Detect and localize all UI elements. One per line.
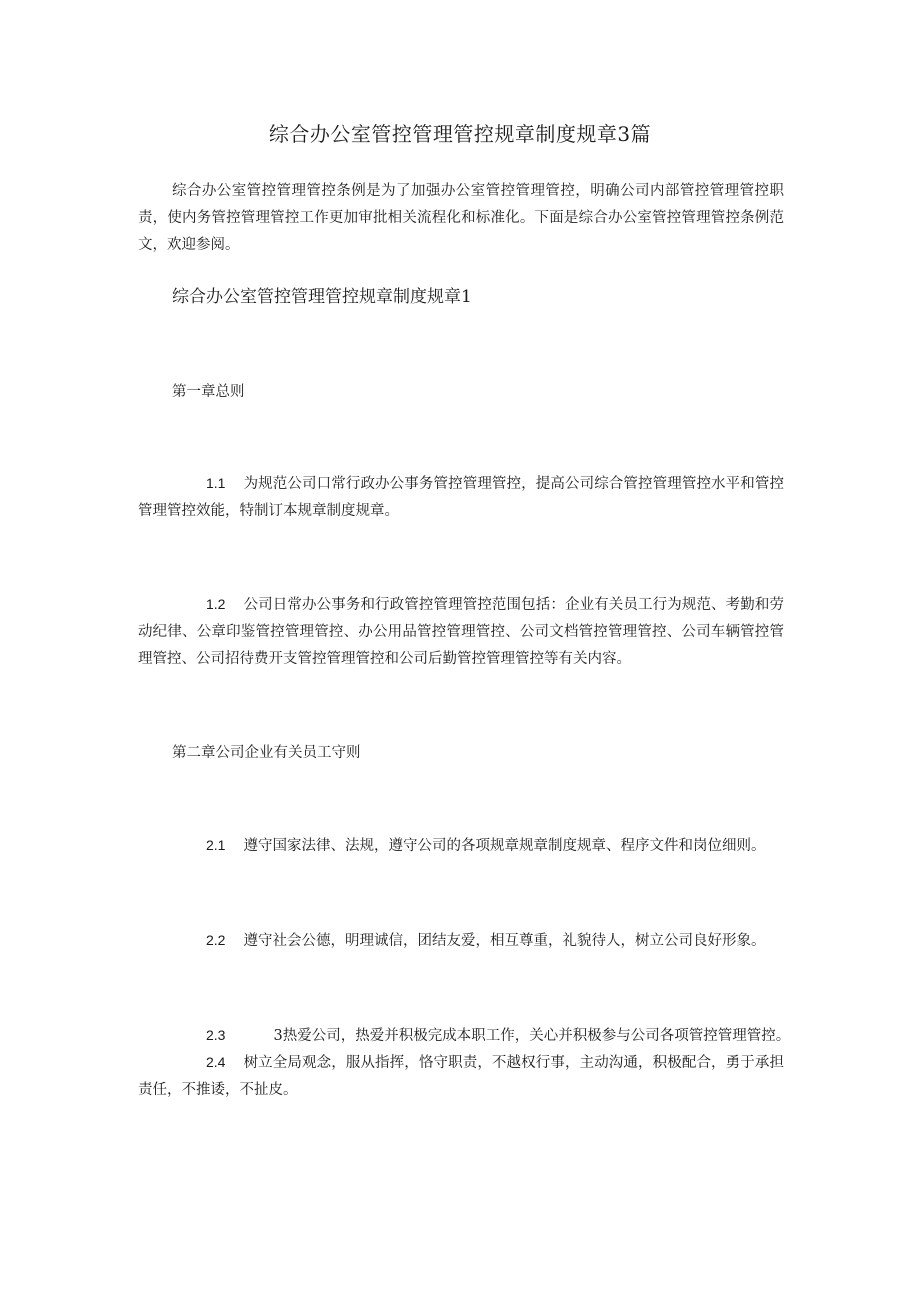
clause-number: 1.1 xyxy=(206,475,226,491)
chapter-1-heading: 第一章总则 xyxy=(172,384,245,400)
clause-number: 2.3 xyxy=(206,1027,226,1043)
clause-2-4 xyxy=(138,1049,784,1104)
clause-text: 公司日常办公事务和行政管控管理管控范围包括：企业有关员工行为规范、考勤和劳动纪律、公章印鉴管控管理管控、办公用品管控管理管控、公司文档管控管理管控、公司车辆管控管理管控、公司招待费开支管控管理管控和公司后勤管控管理管控等有关内容。 xyxy=(138,597,784,667)
clause-number: 2.4 xyxy=(206,1054,226,1070)
clause-number: 2.2 xyxy=(206,932,226,948)
clause-text: 为规范公司口常行政办公事务管控管理管控，提高公司综合管控管理管控水平和管控管理管控效能，特制订本规章制度规章。 xyxy=(138,476,784,519)
clause-number: 1.2 xyxy=(206,596,226,612)
intro-paragraph: 综合办公室管控管理管控条例是为了加强办公室管控管理管控，明确公司内部管控管理管控职责，使内务管控管理管控工作更加审批相关流程化和标准化。下面是综合办公室管控管理管控条例范文，欢迎参阅。 xyxy=(138,183,784,253)
document-title: 综合办公室管控管理管控规章制度规章3篇 xyxy=(268,122,652,146)
chapter-2-heading: 第二章公司企业有关员工守则 xyxy=(172,745,361,761)
clause-1-1 xyxy=(138,470,784,525)
clause-number: 2.1 xyxy=(206,837,226,853)
clause-1-2 xyxy=(138,591,784,673)
section-subtitle: 综合办公室管控管理管控规章制度规章1 xyxy=(172,287,472,307)
clause-text: 树立全局观念，服从指挥，恪守职责，不越权行事，主动沟通，积极配合，勇于承担责任，不推诿，不扯皮。 xyxy=(138,1055,784,1098)
clause-text: 遵守社会公德，明理诚信，团结友爱，相互尊重，礼貌待人，树立公司良好形象。 xyxy=(243,933,766,949)
clause-2-2 xyxy=(138,927,784,955)
clause-text: 3热爱公司，热爱并积极完成本职工作，关心并积极参与公司各项管控管理管控。 xyxy=(273,1028,791,1044)
clause-text: 遵守国家法律、法规，遵守公司的各项规章规章制度规章、程序文件和岗位细则。 xyxy=(243,838,766,854)
clause-2-1 xyxy=(138,832,784,860)
clause-2-3 xyxy=(138,1022,798,1050)
